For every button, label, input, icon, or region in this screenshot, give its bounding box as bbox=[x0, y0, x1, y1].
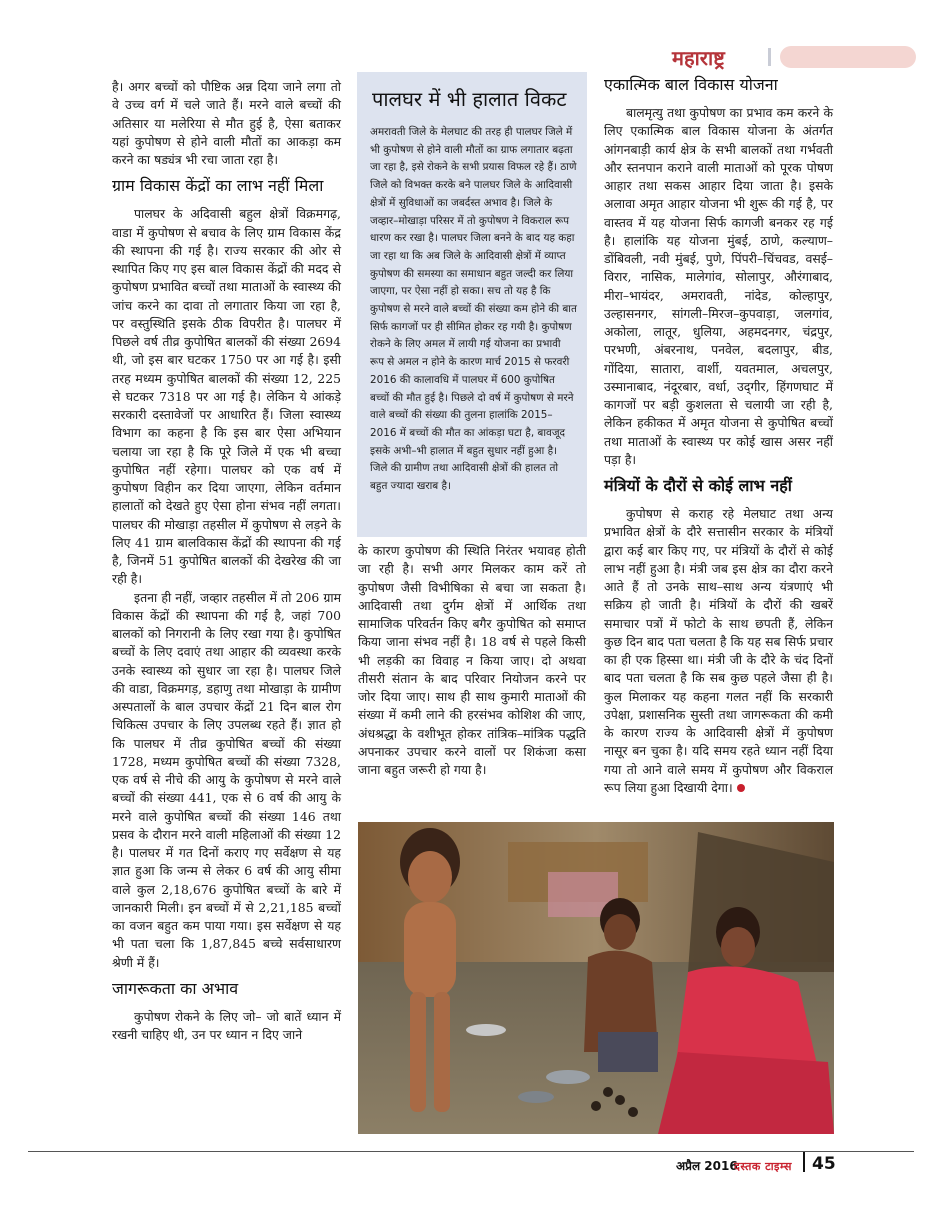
page-number: 45 bbox=[812, 1154, 836, 1174]
col3-paragraph-2-text: कुपोषण से कराह रहे मेलघाट तथा अन्य प्रभावित क्षेत्रों के दौरे सत्तासीन सरकार के मंत्रियों द्वारा कई बार किए गए, पर मंत्रियों के दौरों से कोई लाभ नहीं हुआ है। मंत्री जब इस क्षेत्र का दौरा करने आते हैं तो उनके साथ–साथ अन्य यंत्रणाएं भी सक्रिय हो जाती है। मंत्रियों के दौरों की खबरें समाचार पत्रों में फोटो के साथ छपती हैं, लेकिन कुछ दिन बाद पता चलता है कि यह सब सिर्फ प्रचार का ही एक हिस्सा था। मंत्री जी के दौरे के चंद दिनों बाद पता चलता है कि सब कुछ पहले जैसा ही है। कुल मिलाकर यह कहना गलत नहीं कि सरकारी उपेक्षा, प्रशासनिक सुस्ती तथा जागरूकता की कमी के कारण राज्य के आदिवासी क्षेत्रों में कुपोषण नासूर बन चुका है। यदि समय रहते ध्यान नहीं दिया गया तो आने वाले समय में कुपोषण और विकराल रूप लिया हुआ दिखायी देगा। bbox=[604, 506, 833, 795]
red-dot-icon bbox=[737, 784, 745, 792]
footer-date: अप्रैल 2016 bbox=[676, 1159, 738, 1173]
footer-separator bbox=[803, 1152, 805, 1172]
column-left bbox=[112, 78, 341, 1044]
header-decoration bbox=[780, 46, 916, 68]
col3-paragraph-1: बालमृत्यु तथा कुपोषण का प्रभाव कम करने के लिए एकात्मिक बाल विकास योजना के अंतर्गत आंगनबाड़ी कार्य क्षेत्र के सभी बालकों तथा गर्भवती और स्तनपान कराने वाली माताओं को पूरक पोषण आहार तथा सकस आहार दिया जाता है। इसके अलावा अमृत आहार योजना भी शुरू की गई है, पर वास्तव में यह योजना सिर्फ कागजी बनकर रह गई है। हालांकि यह योजना मुंबई, ठाणे, कल्याण–डोंबिवली, नवी मुंबई, पुणे, पिंपरी–चिंचवड, वसई–विरार, नासिक, मालेगांव, सोलापुर, औरंगाबाद, मीरा–भायंदर, अमरावती, नांदेड, कोल्हापुर, उल्हासनगर, सांगली–मिरज–कुपवाड़ा, जलगांव, अकोला, लातूर, धुलिया, अहमदनगर, चंद्रपुर, परभणी, अंबरनाथ, पनवेल, बदलापुर, बीड, गोंदिया, सातारा, वार्शी, यवतमाल, अचलपुर, उस्मानाबाद, नंदूरबार, वर्धा, उद्‌गीर, हिंगणघाट में कागजों पर बड़ी कुशलता से चलायी जा रही है, लेकिन हकीकत में अमृत योजना से कुपोषित बच्चों तथा माताओं के स्वास्थ्य पर कोई खास असर नहीं पड़ा है। bbox=[604, 105, 833, 467]
col1-heading-1: ग्राम विकास केंद्रों का लाभ नहीं मिला bbox=[112, 176, 324, 196]
footer-rule bbox=[28, 1151, 914, 1152]
section-label: महाराष्ट्र bbox=[672, 46, 725, 70]
col1-paragraph-3: इतना ही नहीं, जव्हार तहसील में तो 206 ग्राम विकास केंद्रों की स्थापना की गई है, जहां 700 बालकों को निगरानी के लिए रखा गया है। कुपोषित बच्चों के लिए दवाएं तथा आहार की व्यवस्था करके उनके स्वास्थ्य को सुधार जा रहा है। पालघर जिले की वाडा, विक्रमगड़, डहाणु तथा मोखाड़ा के ग्रामीण अस्पतालों के बाल उपचार केंद्रों 21 दिन बाल रोग चिकित्स उपचार के लिए उपलब्ध रहते हैं। ज्ञात हो कि पालघर में तीव्र कुपोषित बच्चों की संख्या 1728, मध्यम कुपोषित बच्चों की संख्या 7328, एक वर्ष से नीचे की आयु के कुपोषण से मरने वाले बच्चों की संख्या 441, एक से 6 वर्ष की आयु के मरने वाले कुपोषित बच्चों की संख्या 146 तथा प्रसव के दौरान मरने वाली महिलाओं की संख्या 12 है। पालघर में गत दिनों कराए गए सर्वेक्षण से यह ज्ञात हुआ कि जन्म से लेकर 6 वर्ष की आयु सीमा वाले कुल 2,18,676 कुपोषित बच्चों के बारे में जानकारी मिली। इन बच्चों में से 2,21,185 बच्चों का वजन बहुत कम पाया गया। इस सर्वेक्षण से यह भी पता चला कि 1,87,845 बच्चे सर्वसाधारण श्रेणी में हैं। bbox=[112, 589, 341, 970]
sidebar-title: पालघर में भी हालात विकट bbox=[372, 87, 567, 111]
col3-heading-2: मंत्रियों के दौरों से कोई लाभ नहीं bbox=[604, 476, 792, 495]
col1-paragraph-4: कुपोषण रोकने के लिए जो– जो बातें ध्यान में रखनी चाहिए थी, उन पर ध्यान न दिए जाने bbox=[112, 1008, 341, 1042]
col1-heading-2: जागरूकता का अभाव bbox=[112, 978, 239, 998]
col3-heading-1: एकात्मिक बाल विकास योजना bbox=[604, 75, 778, 94]
article-photo bbox=[358, 822, 834, 1134]
sidebar-paragraph: अमरावती जिले के मेलघाट की तरह ही पालघर जिले में भी कुपोषण से होने वाली मौतों का ग्राफ लगातार बढ़ता जा रहा है, इसे रोकने के सभी प्रयास विफल रहे हैं। ठाणे जिले को विभक्त करके बने पालघर जिले के आदिवासी क्षेत्रों में सुविधाओं का जबर्दस्त अभाव है। जिले के जव्हार–मोखाड़ा परिसर में तो कुपोषण ने विकराल रूप धारण कर रखा है। पालघर जिला बनने के बाद यह कहा जा रहा था कि अब जिले के आदिवासी क्षेत्रों में व्याप्त कुपोषण की समस्या का समाधान बहुत जल्दी कर लिया जाएगा, पर ऐसा नहीं हो सका। सच तो यह है कि कुपोषण से मरने वाले बच्चों की संख्या कम होने की बात सिर्फ कागजों पर ही सीमित होकर रह गयी है। कुपोषण रोकने के लिए अमल में लायी गई योजना का प्रभावी रूप से अमल न होने के कारण मार्च 2015 से फरवरी 2016 की कालावधि में पालघर में 600 कुपोषित बच्चों की मौत हुई है। पिछले दो वर्ष में कुपोषण से मरने वाले बच्चों की संख्या की तुलना हालांकि 2015–2016 में बच्चों की मौत का आंकड़ा घटा है, बावजूद इसके अभी–भी हालात में बहुत सुधार नहीं हुआ है। जिले की ग्रामीण तथा आदिवासी क्षेत्रों की हालत तो बहुत ज्यादा खराब है। bbox=[370, 126, 577, 493]
photo-illustration bbox=[358, 822, 834, 1134]
header-divider bbox=[768, 48, 771, 66]
col1-paragraph-1: है। अगर बच्चों को पौष्टिक अन्न दिया जाने लगा तो वे उच्च वर्ग में चले जाते हैं। मरने वाले बच्चों की अतिसार या मलेरिया से मौत हुई है, ऐसा बताकर यहां कुपोषण से होने वाली मौतों का आकड़ा कम करने का षड्यंत्र भी रचा जाता रहा है। bbox=[112, 79, 341, 167]
column-right bbox=[604, 74, 833, 797]
col2-paragraph-1: के कारण कुपोषण की स्थिति निरंतर भयावह होती जा रही है। सभी अगर मिलकर काम करें तो कुपोषण जैसी विभीषिका से बचा जा सकता है। आदिवासी तथा दुर्गम क्षेत्रों में आर्थिक तथा सामाजिक परिवर्तन किए बगैर कुपोषित को समाप्त किया जाना संभव नहीं है। 18 वर्ष से पहले किसी भी लड़की का विवाह न किया जाए। दो अथवा तीसरी संतान के बाद परिवार नियोजन करने पर जोर दिया जाए। साथ ही साथ कुमारी माताओं की संख्या में कमी लाने की हरसंभव कोशिश की जाए, अंधश्रद्धा के वशीभूत होकर तांत्रिक–मांत्रिक पद्धति अपनाकर उपचार करने वालों पर शिकंजा कसा जाना बहुत जरूरी हो गया है। bbox=[358, 543, 586, 777]
column-middle bbox=[358, 542, 586, 779]
col1-paragraph-2: पालघर के अदिवासी बहुल क्षेत्रों विक्रमगढ़, वाडा में कुपोषण से बचाव के लिए ग्राम विकास केंद्र की स्थापना की गई है। राज्य सरकार की ओर से स्थापित किए गए इस बाल विकास केंद्रों की मदद से कुपोषण प्रभावित बच्चों तथा माताओं के स्वास्थ्य की जांच करने का दावा तो लगातार किया जा रहा है, पर वस्तुस्थिति इसके ठीक विपरीत है। पालघर में पिछले वर्ष तीव्र कुपोषित बालकों की संख्या 2694 थी, जो इस बार घटकर 1750 पर आ गई है। इसी तरह मध्यम कुपोषित बालकों की संख्या 12, 225 से घटकर 7318 पर आ गई है। लेकिन ये आंकड़े सरकारी दस्तावेजों पर आधारित हैं। जिला स्वास्थ्य विभाग का कहना है कि इस बार ऐसा अभियान चलाया जा रहा है कि पूरे जिले में एक भी बच्चा कुपोषित नहीं रहेगा। पालघर को एक वर्ष में कुपोषण विहीन कर दिया जाएगा, लेकिन वर्तमान हालातों को देखते हुए ऐसा होना संभव नहीं लगता। पालघर की मोखाड़ा तहसील में कुपोषण से लड़ने के लिए 41 ग्राम बालविकास केंद्रों की स्थापना की गई है, जिनमें 51 कुपोषित बालकों की देखरेख की जा रही है। bbox=[112, 206, 341, 587]
col3-paragraph-2 bbox=[604, 505, 833, 797]
footer-magazine-name: दस्तक टाइम्स bbox=[734, 1160, 792, 1173]
sidebar-text bbox=[370, 124, 577, 496]
